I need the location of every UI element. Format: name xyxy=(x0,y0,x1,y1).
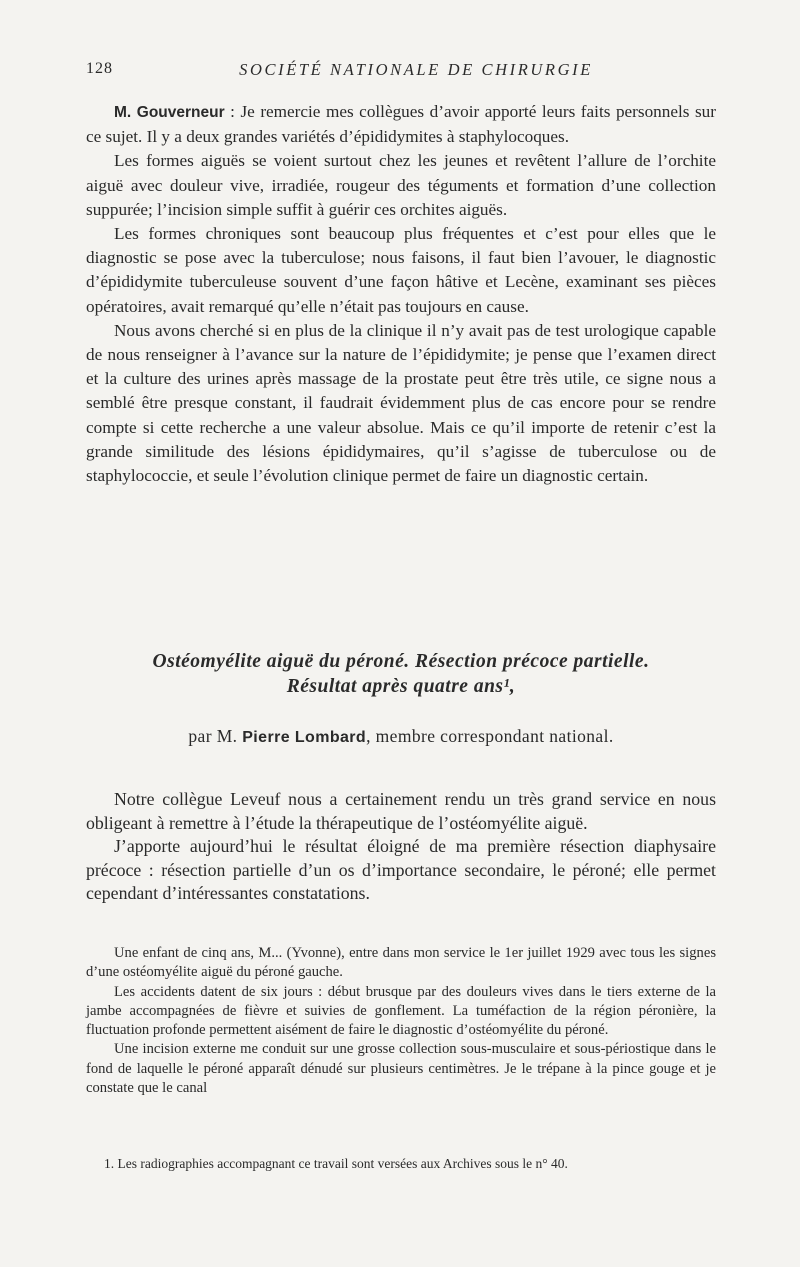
discussion-paragraph: Nous avons cherché si en plus de la clinique il n’y avait pas de test urologique capable de nous renseigner à l’avance sur la nature de l’épididymite; je pense que l’examen direct et la culture des urines après massage de la prostate peut être très utile, ce signe nous a semblé être presque constant, il faudrait évidemment plus de cas encore pour se rendre compte si cette recherche a une valeur absolue. Mais ce qu’il importe de retenir c’est la grande similitude des lésions épididymaires, qu’il s’agisse de tuberculose ou de staphylococcie, et seule l’évolution clinique permet de faire un diagnostic certain. xyxy=(86,320,716,486)
running-title: SOCIÉTÉ NATIONALE DE CHIRURGIE xyxy=(239,60,593,79)
case-paragraph: Les accidents datent de six jours : début brusque par des douleurs vives dans le tiers externe de la jambe accompagnées de fièvre et suivies de gonflement. La tuméfaction de la région péronière, la fluctuation profonde permettent aisément de faire le diagnostic d’ostéomyélite du péroné. xyxy=(86,983,716,1039)
footnote-text: 1. Les radiographies accompagnant ce travail sont versées aux Archives sous le n° 40. xyxy=(104,1156,568,1171)
article-title xyxy=(86,649,716,699)
case-paragraph: Une enfant de cinq ans, M... (Yvonne), entre dans mon service le 1er juillet 1929 avec tous les signes d’une ostéomyélite aiguë du péroné gauche. xyxy=(86,945,716,981)
article-intro xyxy=(86,788,716,906)
discussion-paragraph: Les formes chroniques sont beaucoup plus fréquentes et c’est pour elles que le diagnostic se pose avec la tuberculose; nous faisons, il faut bien l’avouer, le diagnostic d’épididymite tuberculeuse souvent d’une façon hâtive et Lecène, examinant ses pièces opératoires, avait remarqué qu’elle n’était pas toujours en cause. xyxy=(86,224,716,316)
speaker-name: M. Gouverneur xyxy=(114,104,225,121)
page-header xyxy=(86,60,716,86)
discussion-section xyxy=(86,100,716,488)
footnote xyxy=(86,1155,716,1174)
article-title-line: Ostéomyélite aiguë du péroné. Résection précoce partielle. xyxy=(152,651,650,672)
case-report xyxy=(86,944,716,1098)
case-paragraph: Une incision externe me conduit sur une grosse collection sous-musculaire et sous-périostique dans le fond de laquelle le péroné apparaît dénudé sur plusieurs centimètres. Je le trépane à la pince gouge et je constate que le canal xyxy=(86,1041,716,1097)
author-name: Pierre Lombard xyxy=(242,729,367,746)
article-paragraph: Notre collègue Leveuf nous a certainement rendu un très grand service en nous obligeant à remettre à l’étude la thérapeutique de l’ostéomyélite aiguë. xyxy=(86,789,716,833)
article-byline: par M. Pierre Lombard, membre correspondant national. xyxy=(188,726,614,746)
article-paragraph: J’apporte aujourd’hui le résultat éloigné de ma première résection diaphysaire précoce : résection partielle d’un os d’importance secondaire, le péroné; elle permet cependant d’intéressantes constatations. xyxy=(86,836,716,903)
discussion-paragraph: M. Gouverneur : Je remercie mes collègues d’avoir apporté leurs faits personnels sur ce sujet. Il y a deux grandes variétés d’épididymites à staphylocoques. xyxy=(86,102,716,147)
discussion-paragraph: Les formes aiguës se voient surtout chez les jeunes et revêtent l’allure de l’orchite aiguë avec douleur vive, irradiée, rougeur des téguments et formation d’une collection suppurée; l’incision simple suffit à guérir ces orchites aiguës. xyxy=(86,151,716,219)
page-number: 128 xyxy=(86,60,113,77)
article-title-line: Résultat après quatre ans¹, xyxy=(286,676,516,697)
